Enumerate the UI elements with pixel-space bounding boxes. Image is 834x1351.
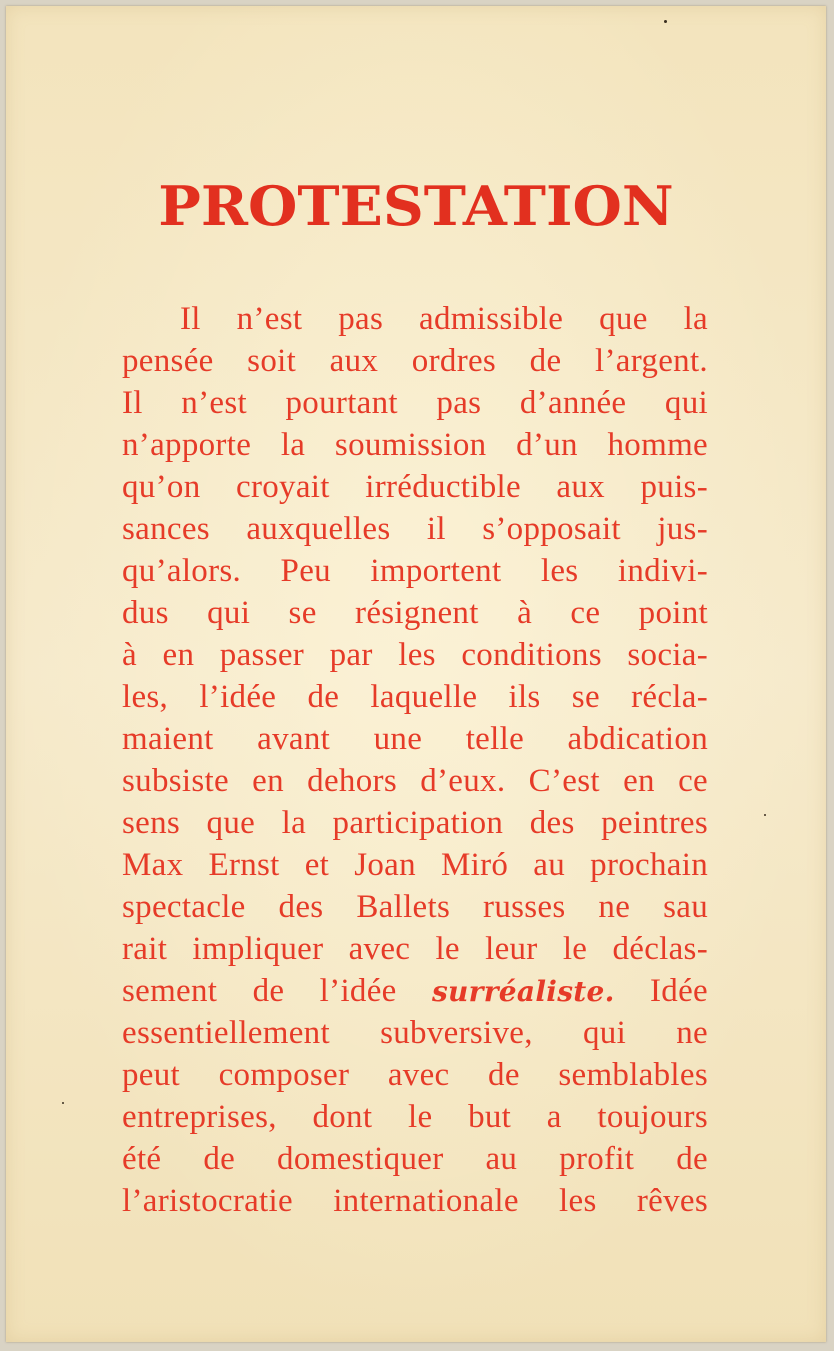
document-sheet — [6, 6, 826, 1342]
text-line: subsiste en dehors d’eux. C’est en ce — [122, 763, 708, 799]
text-line: entreprises, dont le but a toujours — [122, 1099, 708, 1135]
text-line: Il n’est pourtant pas d’année qui — [122, 385, 708, 421]
text-line: dus qui se résignent à ce point — [122, 595, 708, 631]
text-line: spectacle des Ballets russes ne sau — [122, 889, 708, 925]
paper-speck — [764, 814, 766, 816]
paper-speck — [664, 20, 667, 23]
text-line: rait impliquer avec le leur le déclas- — [122, 931, 708, 967]
text-line: l’aristocratie internationale les rêves — [122, 1183, 708, 1219]
text-line: sances auxquelles il s’opposait jus- — [122, 511, 708, 547]
text-segment: Idée — [650, 973, 708, 1009]
text-line: Max Ernst et Joan Miró au prochain — [122, 847, 708, 883]
text-line: à en passer par les conditions socia- — [122, 637, 708, 673]
document-body — [122, 298, 708, 1222]
text-line: été de domestiquer au profit de — [122, 1141, 708, 1177]
text-line: pensée soit aux ordres de l’argent. — [122, 343, 708, 379]
text-segment: sement de l’idée — [122, 973, 397, 1009]
text-line: qu’on croyait irréductible aux puis- — [122, 469, 708, 505]
text-line: les, l’idée de laquelle ils se récla- — [122, 679, 708, 715]
text-line-with-emphasis — [122, 970, 708, 1012]
text-line: peut composer avec de semblables — [122, 1057, 708, 1093]
paper-speck — [62, 1102, 64, 1104]
text-line: maient avant une telle abdication — [122, 721, 708, 757]
text-line: sens que la participation des peintres — [122, 805, 708, 841]
emphasis-surrealiste: surréaliste. — [431, 975, 615, 1008]
document-title: PROTESTATION — [158, 174, 674, 238]
text-line: essentiellement subversive, qui ne — [122, 1015, 708, 1051]
text-line: qu’alors. Peu importent les indivi- — [122, 553, 708, 589]
text-line: Il n’est pas admissible que la — [180, 301, 708, 337]
text-line: n’apporte la soumission d’un homme — [122, 427, 708, 463]
